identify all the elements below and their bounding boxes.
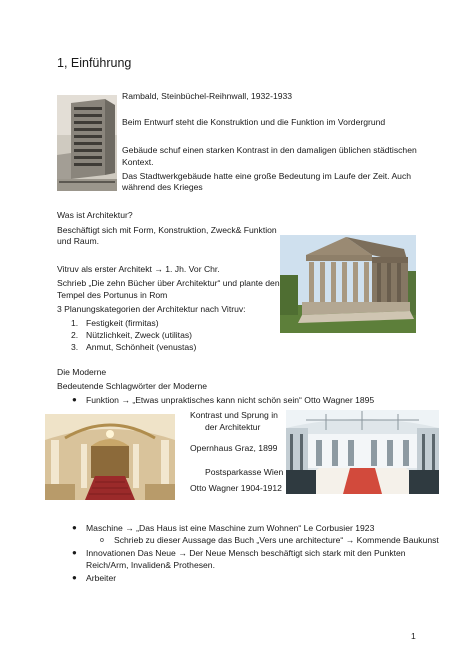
list-item-2: Nützlichkeit, Zweck (utilitas) — [86, 330, 193, 340]
intro-paragraph-3-line1: Das Stadtwerkgebäude hatte eine große Bedeutung im Laufe der Zeit. Auch — [122, 171, 412, 181]
moderne-subtitle: Bedeutende Schlagwörter der Moderne — [57, 381, 208, 391]
intro-paragraph-1: Beim Entwurf steht die Konstruktion und die Funktion im Vordergrund — [122, 117, 386, 127]
list-number-1: 1. — [71, 318, 79, 328]
sub-bullet-buch: Schrieb zu dieser Aussage das Buch „Vers une architecture“ → Kommende Baukunst — [114, 535, 439, 545]
photo-postsparkasse-wien — [286, 410, 439, 494]
intro-paragraph-3-line2: während des Krieges — [122, 182, 203, 192]
answer-line1: Beschäftigt sich mit Form, Konstruktion, Zweck& Funktion — [57, 225, 277, 235]
intro-paragraph-2-line1: Gebäude schuf einen starken Kontrast in den damaligen üblichen städtischen — [122, 145, 417, 155]
answer-line2: und Raum. — [57, 236, 100, 246]
vitruv-line1: Vitruv als erster Architekt → 1. Jh. Vor Chr. — [57, 264, 220, 274]
center-caption-line2: der Architektur — [205, 422, 261, 432]
list-item-1: Festigkeit (firmitas) — [86, 318, 159, 328]
caption-postsparkasse-line1: Postsparkasse Wien — [205, 467, 284, 477]
page-number: 1 — [411, 631, 416, 641]
moderne-title: Die Moderne — [57, 367, 107, 377]
sub-bullet-circle: o — [100, 537, 104, 544]
question-architektur: Was ist Architektur? — [57, 210, 133, 220]
bullet-funktion: Funktion → „Etwas unpraktisches kann nicht schön sein“ Otto Wagner 1895 — [86, 395, 375, 405]
vitruv-line3: Tempel des Portunus in Rom — [57, 290, 168, 300]
caption-rambald: Rambald, Steinbüchel-Reihnwall, 1932-1933 — [122, 91, 293, 101]
bullet-dot: ● — [72, 548, 77, 557]
bullet-dot: ● — [72, 573, 77, 582]
bullet-innovationen-line2: Reich/Arm, Invaliden& Prothesen. — [86, 560, 215, 570]
page-heading: 1, Einführung — [57, 56, 132, 70]
list-number-2: 2. — [71, 330, 79, 340]
center-caption-line1: Kontrast und Sprung in — [190, 410, 278, 420]
bullet-dot: ● — [72, 523, 77, 532]
bullet-dot: ● — [72, 395, 77, 404]
list-item-3: Anmut, Schönheit (venustas) — [86, 342, 197, 352]
bullet-maschine: Maschine → „Das Haus ist eine Maschine zum Wohnen“ Le Corbusier 1923 — [86, 523, 375, 533]
intro-paragraph-2-line2: Kontext. — [122, 157, 154, 167]
photo-steinbuechel-building — [57, 95, 117, 191]
photo-opernhaus-graz — [45, 414, 175, 500]
photo-temple-portunus — [280, 235, 416, 333]
vitruv-line2: Schrieb „Die zehn Bücher über Architektur“ und plante den — [57, 278, 280, 288]
caption-postsparkasse-line2: Otto Wagner 1904-1912 — [190, 483, 282, 493]
vitruv-line4: 3 Planungskategorien der Architektur nach Vitruv: — [57, 304, 246, 314]
caption-opernhaus: Opernhaus Graz, 1899 — [190, 443, 278, 453]
bullet-innovationen-line1: Innovationen Das Neue → Der Neue Mensch beschäftigt sich stark mit den Punkten — [86, 548, 406, 558]
bullet-arbeiter: Arbeiter — [86, 573, 117, 583]
list-number-3: 3. — [71, 342, 79, 352]
